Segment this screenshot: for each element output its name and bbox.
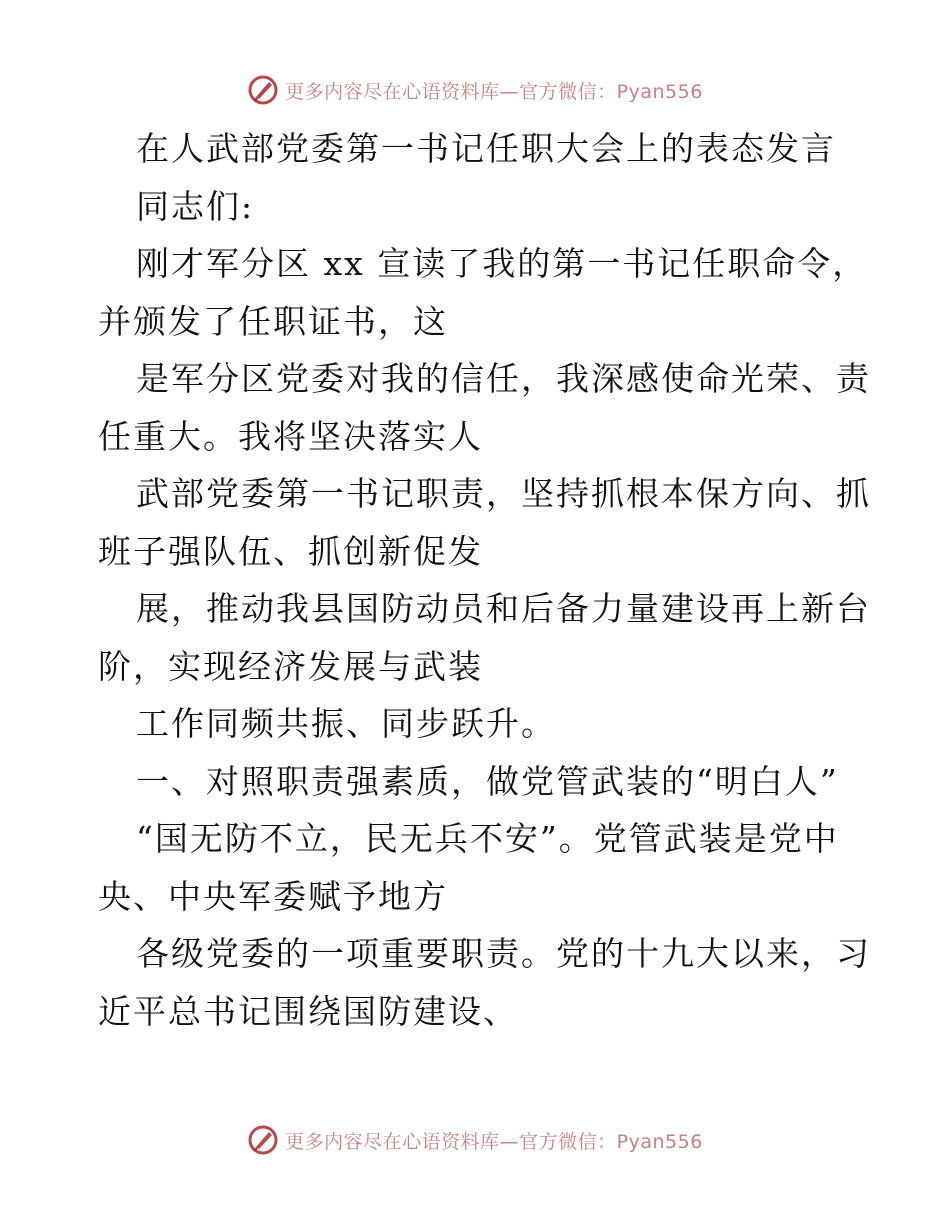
paragraph-line: 近平总书记围绕国防建设、: [98, 991, 518, 1031]
quill-pen-logo-icon: [247, 74, 279, 106]
section-heading: 一、对照职责强素质，做党管武装的“明白人”: [136, 761, 839, 801]
paragraph-line: 工作同频共振、同步跃升。: [136, 704, 556, 743]
paragraph-line: 班子强队伍、抓创新促发: [98, 531, 483, 571]
quill-pen-logo-icon: [247, 1124, 279, 1156]
paragraph-line: 央、中央军委赋予地方: [98, 876, 448, 916]
paragraph-line: “国无防不立，民无兵不安”。党管武装是党中: [136, 819, 839, 858]
paragraph-line: 刚才军分区 xx 宣读了我的第一书记任职命令，: [136, 244, 868, 283]
paragraph-line: 展，推动我县国防动员和后备力量建设再上新台: [136, 589, 871, 628]
watermark-text: 更多内容尽在心语资料库—官方微信：Pyan556: [285, 80, 703, 103]
paragraph-line: 阶，实现经济发展与武装: [98, 646, 483, 686]
document-body: [98, 120, 871, 1040]
paragraph-line: 是军分区党委对我的信任，我深感使命光荣、责: [136, 359, 871, 398]
watermark-text: 更多内容尽在心语资料库—官方微信：Pyan556: [285, 1130, 703, 1153]
paragraph-line: 并颁发了任职证书，这: [98, 301, 448, 341]
document-title: 在人武部党委第一书记任职大会上的表态发言: [136, 129, 836, 168]
paragraph-line: 同志们:: [136, 186, 255, 226]
paragraph-line: 武部党委第一书记职责，坚持抓根本保方向、抓: [136, 474, 871, 513]
paragraph-line: 任重大。我将坚决落实人: [98, 416, 483, 456]
watermark-header: [0, 72, 950, 108]
paragraph-line: 各级党委的一项重要职责。党的十九大以来，习: [136, 934, 871, 973]
watermark-footer: [0, 1122, 950, 1158]
